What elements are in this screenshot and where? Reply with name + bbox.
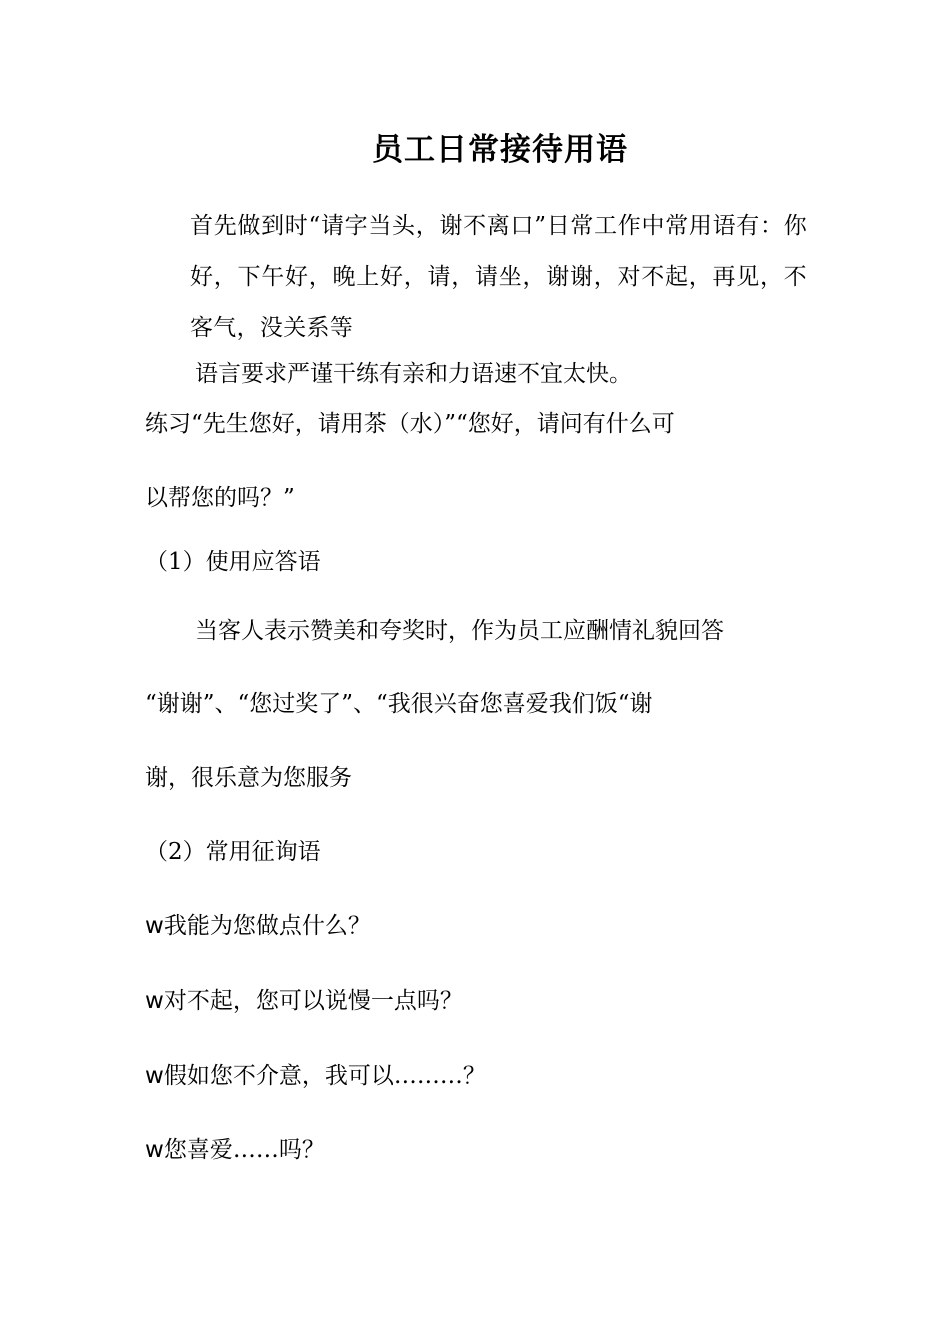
section-1-heading: （1）使用应答语: [145, 549, 321, 575]
list-item-text: 假如您不介意，我可以………？: [163, 1063, 486, 1089]
requirement-paragraph: 语言要求严谨干练有亲和力语速不宜太快。: [195, 361, 632, 387]
section-1-line-1: 当客人表示赞美和夸奖时，作为员工应酬情礼貌回答: [195, 618, 724, 644]
practice-line-1: 练习“先生您好，请用茶（水）”“您好，请问有什么可: [145, 411, 675, 437]
section-1-line-2: “谢谢”、“您过奖了”、“我很兴奋您喜爱我们饭“谢: [145, 691, 653, 717]
list-item: [145, 1133, 825, 1167]
bullet-marker: w: [145, 913, 164, 939]
section-1-line-3: 谢，很乐意为您服务: [145, 765, 352, 791]
list-item: [145, 1059, 825, 1093]
practice-line-2: 以帮您的吗？”: [145, 485, 295, 511]
document-title: 员工日常接待用语: [372, 132, 628, 168]
list-item-text: 我能为您做点什么？: [163, 913, 371, 939]
list-item: [145, 909, 825, 943]
intro-paragraph: 首先做到时“请字当头，谢不离口”日常工作中常用语有：你好，下午好，晚上好，请，请坐，谢谢，对不起，再见，不客气，没关系等: [190, 213, 807, 341]
bullet-marker: w: [145, 1137, 164, 1163]
bullet-marker: w: [145, 988, 164, 1014]
section-2-heading: （2）常用征询语: [145, 839, 321, 865]
bullet-marker: w: [145, 1063, 164, 1089]
list-item-text: 对不起，您可以说慢一点吗？: [163, 988, 463, 1014]
list-item: [145, 984, 825, 1018]
list-item-text: 您喜爱……吗？: [163, 1137, 325, 1163]
